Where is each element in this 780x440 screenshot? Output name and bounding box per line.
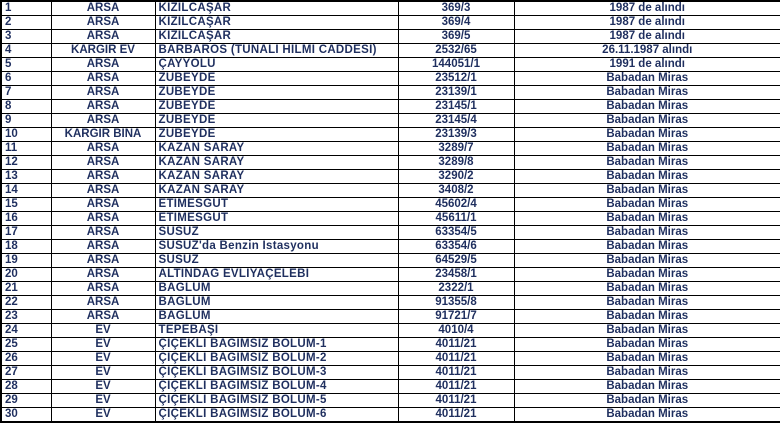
property-type-cell: ARSA [51, 156, 155, 170]
acquisition-cell: Babadan Miras [514, 114, 780, 128]
location-cell: SUSUZ'da Benzin İstasyonu [155, 240, 398, 254]
location-cell: SUSUZ [155, 226, 398, 240]
row-number-cell: 16 [1, 212, 51, 226]
property-type-cell: KARGİR BİNA [51, 128, 155, 142]
table-row [1, 16, 780, 30]
parcel-number-cell: 23145/1 [398, 100, 514, 114]
location-cell: ÇİÇEKLİ BAĞIMSIZ BÖLÜM-4 [155, 380, 398, 394]
acquisition-cell: Babadan Miras [514, 394, 780, 408]
parcel-number-cell: 91355/8 [398, 296, 514, 310]
table-row [1, 86, 780, 100]
acquisition-cell: Babadan Miras [514, 72, 780, 86]
row-number-cell: 10 [1, 128, 51, 142]
property-type-cell: ARSA [51, 254, 155, 268]
property-type-cell: ARSA [51, 240, 155, 254]
property-type-cell: ARSA [51, 226, 155, 240]
property-type-cell: ARSA [51, 170, 155, 184]
acquisition-cell: 1991 de alındı [514, 58, 780, 72]
row-number-cell: 28 [1, 380, 51, 394]
table-row [1, 100, 780, 114]
acquisition-cell: Babadan Miras [514, 254, 780, 268]
acquisition-cell: Babadan Miras [514, 100, 780, 114]
property-type-cell: ARSA [51, 142, 155, 156]
parcel-number-cell: 45602/4 [398, 198, 514, 212]
table-row [1, 282, 780, 296]
property-type-cell: EV [51, 394, 155, 408]
parcel-number-cell: 4011/21 [398, 380, 514, 394]
parcel-number-cell: 3408/2 [398, 184, 514, 198]
row-number-cell: 14 [1, 184, 51, 198]
property-type-cell: ARSA [51, 100, 155, 114]
acquisition-cell: Babadan Miras [514, 352, 780, 366]
location-cell: BAĞLUM [155, 296, 398, 310]
property-type-cell: KARGİR EV [51, 44, 155, 58]
row-number-cell: 7 [1, 86, 51, 100]
location-cell: BARBAROS (TUNALI HİLMİ CADDESİ) [155, 44, 398, 58]
row-number-cell: 9 [1, 114, 51, 128]
parcel-number-cell: 45611/1 [398, 212, 514, 226]
property-type-cell: ARSA [51, 30, 155, 44]
property-type-cell: EV [51, 324, 155, 338]
acquisition-cell: Babadan Miras [514, 170, 780, 184]
parcel-number-cell: 2532/65 [398, 44, 514, 58]
row-number-cell: 27 [1, 366, 51, 380]
location-cell: ALTINDAĞ EVLİYAÇELEBİ [155, 268, 398, 282]
property-type-cell: ARSA [51, 72, 155, 86]
acquisition-cell: Babadan Miras [514, 198, 780, 212]
parcel-number-cell: 4010/4 [398, 324, 514, 338]
location-cell: SUSUZ [155, 254, 398, 268]
location-cell: ZÜBEYDE [155, 72, 398, 86]
acquisition-cell: Babadan Miras [514, 240, 780, 254]
table-row [1, 212, 780, 226]
parcel-number-cell: 63354/5 [398, 226, 514, 240]
acquisition-cell: 26.11.1987 alındı [514, 44, 780, 58]
property-type-cell: EV [51, 380, 155, 394]
table-row [1, 338, 780, 352]
location-cell: ÇİÇEKLİ BAĞIMSIZ BÖLÜM-1 [155, 338, 398, 352]
row-number-cell: 20 [1, 268, 51, 282]
table-row [1, 30, 780, 44]
acquisition-cell: Babadan Miras [514, 296, 780, 310]
property-type-cell: ARSA [51, 58, 155, 72]
acquisition-cell: Babadan Miras [514, 310, 780, 324]
parcel-number-cell: 144051/1 [398, 58, 514, 72]
table-row [1, 114, 780, 128]
property-type-cell: ARSA [51, 296, 155, 310]
parcel-number-cell: 3289/7 [398, 142, 514, 156]
acquisition-cell: Babadan Miras [514, 324, 780, 338]
parcel-number-cell: 91721/7 [398, 310, 514, 324]
property-type-cell: EV [51, 338, 155, 352]
property-type-cell: ARSA [51, 114, 155, 128]
parcel-number-cell: 4011/21 [398, 338, 514, 352]
property-type-cell: ARSA [51, 184, 155, 198]
acquisition-cell: Babadan Miras [514, 226, 780, 240]
location-cell: ZÜBEYDE [155, 114, 398, 128]
table-row [1, 184, 780, 198]
location-cell: ETİMESGUT [155, 212, 398, 226]
location-cell: KAZAN SARAY [155, 184, 398, 198]
acquisition-cell: Babadan Miras [514, 184, 780, 198]
acquisition-cell: Babadan Miras [514, 128, 780, 142]
parcel-number-cell: 23139/3 [398, 128, 514, 142]
acquisition-cell: 1987 de alındı [514, 30, 780, 44]
table-row [1, 58, 780, 72]
parcel-number-cell: 4011/21 [398, 352, 514, 366]
acquisition-cell: Babadan Miras [514, 408, 780, 423]
table-row [1, 72, 780, 86]
location-cell: ÇİÇEKLİ BAĞIMSIZ BÖLÜM-6 [155, 408, 398, 423]
property-type-cell: ARSA [51, 212, 155, 226]
row-number-cell: 26 [1, 352, 51, 366]
acquisition-cell: Babadan Miras [514, 86, 780, 100]
table-row [1, 352, 780, 366]
location-cell: ÇİÇEKLİ BAĞIMSIZ BÖLÜM-2 [155, 352, 398, 366]
location-cell: ÇAYYOLU [155, 58, 398, 72]
location-cell: KAZAN SARAY [155, 156, 398, 170]
parcel-number-cell: 369/4 [398, 16, 514, 30]
table-row [1, 380, 780, 394]
location-cell: ZÜBEYDE [155, 128, 398, 142]
table-row [1, 142, 780, 156]
property-type-cell: EV [51, 352, 155, 366]
table-row [1, 156, 780, 170]
property-type-cell: ARSA [51, 16, 155, 30]
parcel-number-cell: 64529/5 [398, 254, 514, 268]
property-table-body [1, 1, 780, 422]
row-number-cell: 24 [1, 324, 51, 338]
table-row [1, 366, 780, 380]
property-type-cell: EV [51, 408, 155, 423]
parcel-number-cell: 63354/6 [398, 240, 514, 254]
parcel-number-cell: 4011/21 [398, 408, 514, 423]
location-cell: BAĞLUM [155, 282, 398, 296]
row-number-cell: 23 [1, 310, 51, 324]
property-type-cell: ARSA [51, 268, 155, 282]
row-number-cell: 22 [1, 296, 51, 310]
property-type-cell: ARSA [51, 282, 155, 296]
acquisition-cell: Babadan Miras [514, 268, 780, 282]
table-row [1, 254, 780, 268]
acquisition-cell: Babadan Miras [514, 156, 780, 170]
acquisition-cell: Babadan Miras [514, 212, 780, 226]
table-row [1, 240, 780, 254]
location-cell: KIZILCAŞAR [155, 16, 398, 30]
row-number-cell: 8 [1, 100, 51, 114]
parcel-number-cell: 369/5 [398, 30, 514, 44]
row-number-cell: 12 [1, 156, 51, 170]
row-number-cell: 1 [1, 1, 51, 16]
location-cell: ZÜBEYDE [155, 100, 398, 114]
row-number-cell: 13 [1, 170, 51, 184]
acquisition-cell: Babadan Miras [514, 366, 780, 380]
parcel-number-cell: 23139/1 [398, 86, 514, 100]
location-cell: KAZAN SARAY [155, 170, 398, 184]
row-number-cell: 5 [1, 58, 51, 72]
parcel-number-cell: 2322/1 [398, 282, 514, 296]
row-number-cell: 2 [1, 16, 51, 30]
table-row [1, 170, 780, 184]
location-cell: KAZAN SARAY [155, 142, 398, 156]
table-row [1, 394, 780, 408]
table-row [1, 128, 780, 142]
row-number-cell: 18 [1, 240, 51, 254]
table-row [1, 268, 780, 282]
table-row [1, 310, 780, 324]
property-type-cell: ARSA [51, 1, 155, 16]
parcel-number-cell: 23512/1 [398, 72, 514, 86]
table-row [1, 198, 780, 212]
row-number-cell: 21 [1, 282, 51, 296]
table-row [1, 226, 780, 240]
location-cell: KIZILCAŞAR [155, 30, 398, 44]
location-cell: BAĞLUM [155, 310, 398, 324]
parcel-number-cell: 3290/2 [398, 170, 514, 184]
row-number-cell: 25 [1, 338, 51, 352]
row-number-cell: 19 [1, 254, 51, 268]
row-number-cell: 15 [1, 198, 51, 212]
parcel-number-cell: 23458/1 [398, 268, 514, 282]
location-cell: ETİMESGUT [155, 198, 398, 212]
row-number-cell: 4 [1, 44, 51, 58]
parcel-number-cell: 3289/8 [398, 156, 514, 170]
acquisition-cell: Babadan Miras [514, 282, 780, 296]
property-type-cell: ARSA [51, 198, 155, 212]
table-row [1, 408, 780, 423]
acquisition-cell: Babadan Miras [514, 338, 780, 352]
row-number-cell: 11 [1, 142, 51, 156]
acquisition-cell: 1987 de alındı [514, 16, 780, 30]
acquisition-cell: Babadan Miras [514, 380, 780, 394]
row-number-cell: 29 [1, 394, 51, 408]
location-cell: KIZILCAŞAR [155, 1, 398, 16]
parcel-number-cell: 4011/21 [398, 366, 514, 380]
table-row [1, 44, 780, 58]
parcel-number-cell: 369/3 [398, 1, 514, 16]
property-type-cell: EV [51, 366, 155, 380]
acquisition-cell: 1987 de alındı [514, 1, 780, 16]
acquisition-cell: Babadan Miras [514, 142, 780, 156]
row-number-cell: 30 [1, 408, 51, 423]
property-type-cell: ARSA [51, 86, 155, 100]
table-row [1, 296, 780, 310]
row-number-cell: 3 [1, 30, 51, 44]
row-number-cell: 17 [1, 226, 51, 240]
table-row [1, 324, 780, 338]
table-row [1, 1, 780, 16]
location-cell: ÇİÇEKLİ BAĞIMSIZ BÖLÜM-5 [155, 394, 398, 408]
location-cell: TEPEBAŞI [155, 324, 398, 338]
location-cell: ÇİÇEKLİ BAĞIMSIZ BÖLÜM-3 [155, 366, 398, 380]
parcel-number-cell: 4011/21 [398, 394, 514, 408]
property-type-cell: ARSA [51, 310, 155, 324]
row-number-cell: 6 [1, 72, 51, 86]
parcel-number-cell: 23145/4 [398, 114, 514, 128]
location-cell: ZÜBEYDE [155, 86, 398, 100]
